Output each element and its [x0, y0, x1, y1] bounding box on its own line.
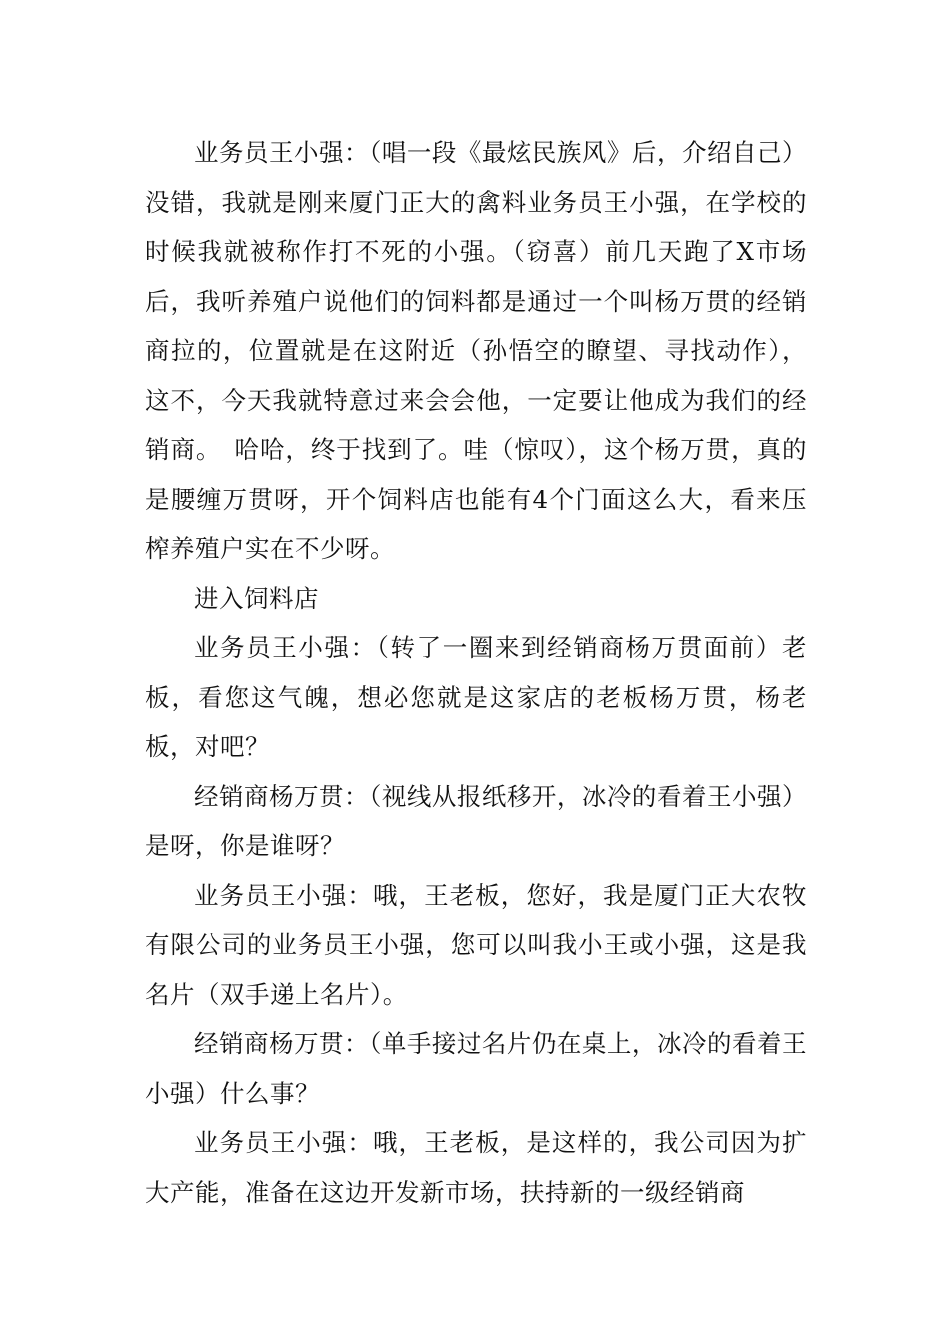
paragraph-intro-monologue: 业务员王小强：（唱一段《最炫民族风》后，介绍自己）没错，我就是刚来厦门正大的禽料业务员王小强，在学校的时候我就被称作打不死的小强。（窃喜）前几天跑了X市场后，我听养殖户说他们的饲料都是通过一个叫杨万贯的经销商拉的，位置就是在这附近（孙悟空的瞭望、寻找动作），这不，今天我就特意过来会会他，一定要让他成为我们的经销商。 哈哈，终于找到了。哇（惊叹），这个杨万贯，真的是腰缠万贯呀，开个饲料店也能有4个门面这么大，看来压榨养殖户实在不少呀。	[145, 138, 807, 563]
paragraph-greeting: 业务员王小强：（转了一圈来到经销商杨万贯面前）老板，看您这气魄，想必您就是这家店的老板杨万贯，杨老板，对吧？	[145, 633, 807, 761]
paragraph-purpose: 业务员王小强：哦，王老板，是这样的，我公司因为扩大产能，准备在这边开发新市场，扶持新的一级经销商	[145, 1128, 807, 1207]
paragraph-dealer-reply-1: 经销商杨万贯：（视线从报纸移开，冰冷的看着王小强）是呀，你是谁呀？	[145, 781, 807, 860]
script-text	[145, 128, 807, 1217]
paragraph-dealer-reply-2: 经销商杨万贯：（单手接过名片仍在桌上，冰冷的看着王小强）什么事？	[145, 1029, 807, 1108]
paragraph-self-introduction: 业务员王小强：哦，王老板，您好，我是厦门正大农牧有限公司的业务员王小强，您可以叫我小王或小强，这是我名片（双手递上名片）。	[145, 880, 807, 1009]
paragraph-stage-direction: 进入饲料店	[194, 583, 319, 613]
